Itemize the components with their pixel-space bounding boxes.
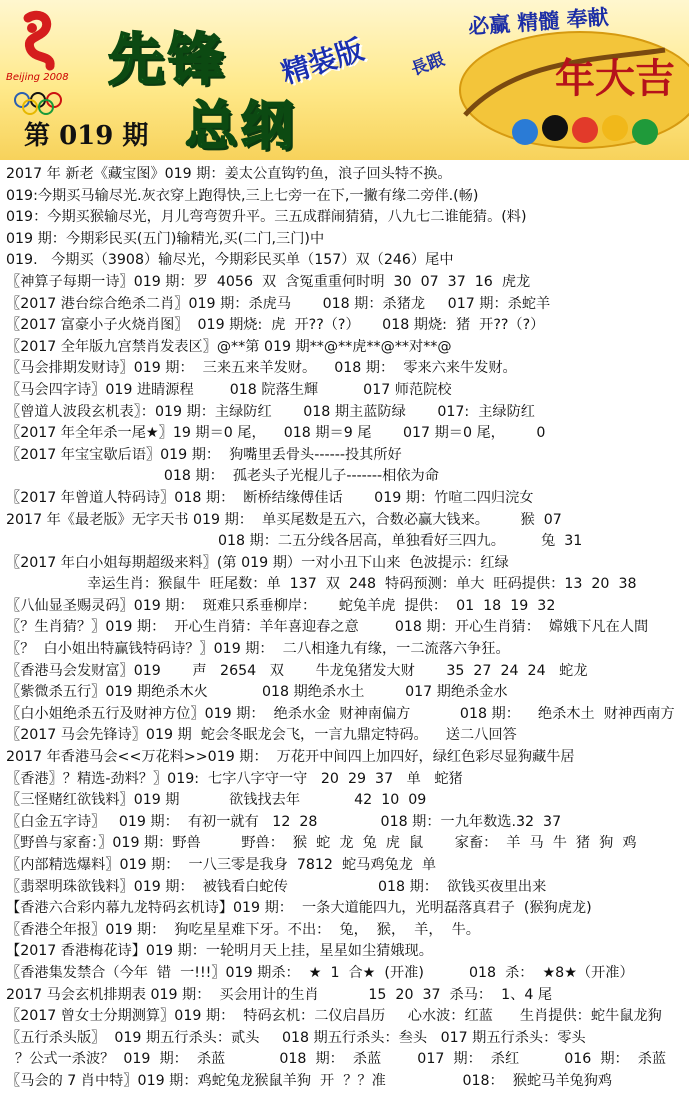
text-line-18: 018 期：二五分线各居高，单独看好三四九。 兔 31	[6, 533, 583, 550]
text-line-1: 2017 年 新老《藏宝图》019 期：姜太公直钩钓鱼，浪子回头特不换。	[6, 166, 452, 182]
text-line-24: 〖香港马会发财富〗019 声 2654 双 牛龙兔猪发大财 35 27 24 24 蛇龙	[6, 662, 588, 679]
issue-number: 019	[59, 121, 114, 151]
olympic-logo-icon	[6, 8, 76, 118]
text-line-4: 019 期：今期彩民买(五门)输精光,买(二门,三门)中	[6, 230, 325, 247]
issue-label	[24, 115, 148, 152]
new-year-artwork	[405, 20, 689, 160]
text-line-5: 019. 今期买（3908）输尽光，今期彩民买单（157）双（246）尾中	[6, 252, 454, 269]
text-line-6: 〖神算子每期一诗〗019 期：罗 4056 双 含冤重重何时明 30 07 37 16 虎龙	[6, 273, 531, 290]
text-line-30: 〖三怪赌红欲钱料〗019 期 欲钱找去年 42 10 09	[6, 792, 427, 809]
text-line-16: 〖2017 年曾道人特码诗〗018 期： 断桥结缘傅佳话 019 期：竹喧二四归浣女	[6, 489, 534, 506]
forecast-lines	[0, 164, 689, 1093]
text-line-2: 019:今期买马输尽光.灰衣穿上跑得快,三上七旁一在下,一撇有缘二旁伴.(畅)	[6, 187, 479, 204]
text-line-9: 〖2017 全年版九宫禁肖发表区〗@**第 019 期**@**虎**@**对**@	[6, 338, 452, 355]
text-line-43: 〖马会的 7 肖中特〗019 期：鸡蛇兔龙猴鼠羊狗 开 ？？准 018： 猴蛇马羊兔狗鸡	[6, 1072, 613, 1089]
slogan: 必赢 精髓 奉献	[467, 5, 610, 39]
text-line-29: 〖香港〗？精选-劲料？〗019: 七字八字守一守 20 29 37 单 蛇猪	[6, 770, 463, 787]
text-line-17: 2017 年《最老版》无字天书 019 期： 单买尾数是五六，合数必赢大钱来。 猴 07	[6, 511, 562, 528]
text-line-22: 〖？生肖猜？〗019 期： 开心生肖猜：羊年喜迎春之意 018 期：开心生肖猜： 嫦娥下凡在人間	[6, 619, 649, 636]
text-line-12: 〖曾道人波段玄机表〗：019 期：主绿防红 018 期主蓝防绿 017: 主绿防红	[6, 403, 535, 420]
title-sub: 总纲	[185, 97, 298, 157]
text-line-21: 〖八仙显圣赐灵码〗019 期： 斑难只系垂柳岸： 蛇兔羊虎 提供： 01 18 19 32	[6, 597, 556, 614]
text-line-20: 幸运生肖：猴鼠牛 旺尾数：单 137 双 248 特码预测：单大 旺码提供：13 20 38	[6, 576, 637, 593]
olympic-caption: Beijing 2008	[6, 72, 69, 83]
text-line-41: 〖五行杀头版〗 019 期五行杀头：贰头 018 期五行杀头：叁头 017 期五行杀头：零头	[6, 1029, 586, 1046]
text-line-25: 〖紫微杀五行〗019 期绝杀木火 018 期绝杀水土 017 期绝杀金水	[6, 684, 508, 701]
text-line-13: 〖2017 年全年杀一尾★〗19 期＝0 尾， 018 期＝9 尾 017 期＝0 尾， 0	[6, 425, 546, 442]
issue-suffix: 期	[122, 121, 149, 151]
text-line-7: 〖2017 港台综合绝杀二肖〗019 期：杀虎马 018 期：杀猪龙 017 期：杀蛇羊	[6, 295, 551, 312]
text-line-35: 【香港六合彩内幕九龙特码玄机诗】019 期： 一条大道能四九，光明磊落真君子 (猴狗虎龙)	[6, 900, 592, 917]
changgen-label: 長跟	[408, 49, 448, 81]
title-main: 先锋	[108, 28, 228, 93]
text-line-34: 〖翡翠明珠欲钱料〗019 期： 被钱看白蛇传 018 期： 欲钱买夜里出来	[6, 878, 547, 895]
text-line-39: 2017 马会玄机排期表 019 期： 买会用计的生肖 15 20 37 杀马： 1、4 尾	[6, 986, 553, 1003]
edition-badge: 精装版	[277, 32, 368, 91]
text-line-33: 〖内部精选爆料〗019 期： 一八三零是我身 7812 蛇马鸡兔龙 单	[6, 857, 437, 873]
text-line-42: ？公式一杀波？ 019 期： 杀蓝 018 期： 杀蓝 017 期： 杀红 016 期： 杀蓝	[6, 1051, 667, 1068]
text-line-14: 〖2017 年宝宝歇后语〗019 期： 狗嘴里丢骨头------投其所好	[6, 446, 402, 463]
text-line-3: 019：今期买猴输尽光，月儿弯弯贺升平。三五成群闹猜猜，八九七二谁能猜。(料)	[6, 209, 527, 226]
text-line-37: 【2017 香港梅花诗】019 期：一轮明月天上挂，星星如尘猜娥现。	[6, 943, 433, 960]
issue-prefix: 第	[24, 121, 51, 151]
text-line-19: 〖2017 年白小姐每期超级来料〗(第 019 期）一对小丑下山来 色波提示：红绿	[6, 554, 509, 571]
text-line-23: 〖？ 白小姐出特赢钱特码诗？〗019 期： 二八相逢九有缘，一二流落六争狂。	[6, 641, 510, 658]
text-line-15: 018 期： 孤老头子光棍儿子-------相依为命	[6, 468, 439, 485]
text-line-27: 〖2017 马会先锋诗〗019 期 蛇会冬眠龙会飞，一言九鼎定特码。 送二八回答	[6, 727, 517, 744]
text-line-11: 〖马会四字诗〗019 进睛源程 018 院落生輝 017 师范院校	[6, 381, 452, 398]
text-line-26: 〖白小姐绝杀五行及财神方位〗019 期： 绝杀水金 财神南偏方 018 期： 绝杀木土 财神西南方	[6, 705, 675, 722]
text-line-40: 〖2017 曾女士分期测算〗019 期： 特码玄机：二仪启昌历 心水波：红蓝 生肖提供：蛇牛鼠龙狗	[6, 1008, 662, 1025]
text-line-36: 〖香港仝年报〗019 期： 狗吃星星难下牙。不出： 兔， 猴， 羊， 牛。	[6, 921, 480, 938]
text-line-31: 〖白金五字诗〗 019 期： 有初一就有 12 28 018 期：一九年数选.32 37	[6, 813, 562, 830]
text-line-8: 〖2017 富豪小子火烧肖图〗 019 期烧: 虎 开??（?） 018 期烧: 猪 开??（?）	[6, 317, 545, 334]
text-line-10: 〖马会排期发财诗〗019 期： 三来五来羊发财。 018 期： 零来六来牛发财。	[6, 360, 517, 377]
header-banner	[0, 0, 689, 160]
text-line-38: 〖香港集发禁合（今年 错 一!!!〗019 期杀： ★ 1 合★ (开准) 018 杀： ★8★（开准）	[6, 964, 634, 981]
text-line-28: 2017 年香港马会<<万花料>>019 期： 万花开中间四上加四好，绿红色彩尽显狗藏牛居	[6, 749, 575, 766]
text-line-32: 〖野兽与家畜：〗019 期：野兽 野兽： 猴 蛇 龙 兔 虎 鼠 家畜： 羊 马 牛 猪 狗 鸡	[6, 835, 637, 852]
svg-text:年大吉: 年大吉	[555, 55, 675, 102]
